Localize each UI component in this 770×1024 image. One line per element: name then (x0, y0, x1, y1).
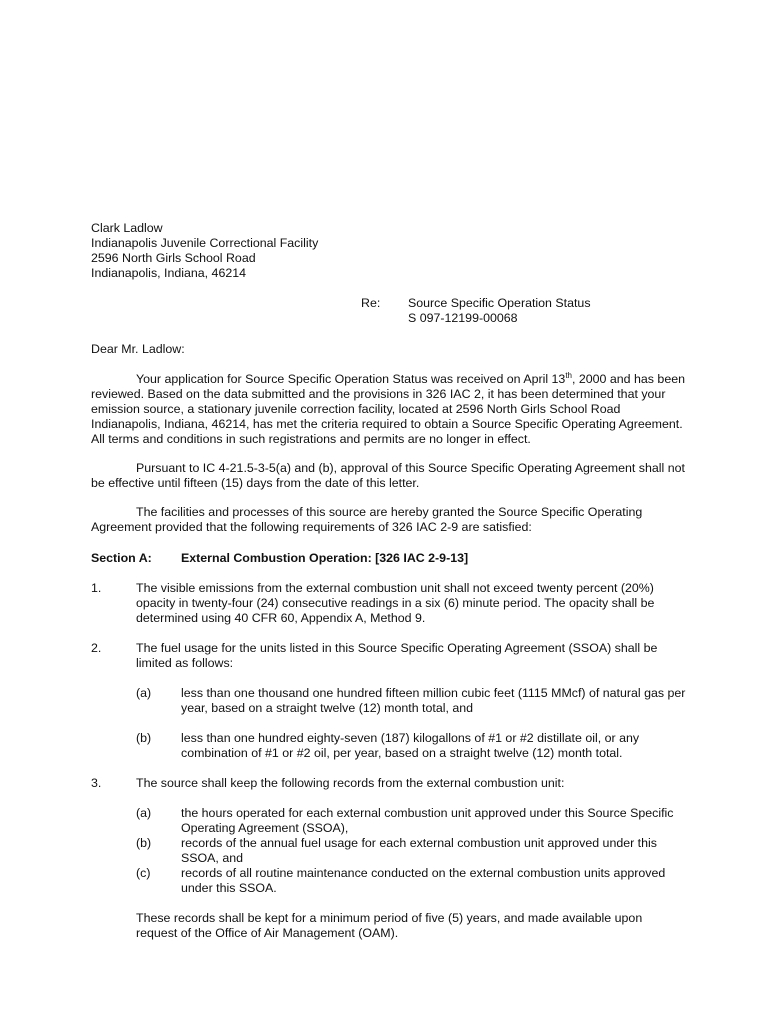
sub-item-line: combination of #1 or #2 oil, per year, based on a straight twelve (12) month total. (181, 746, 623, 760)
section-id: Section A: (91, 551, 152, 565)
sub-item-line: records of all routine maintenance conducted on the external combustion units approved (181, 866, 666, 880)
item-line: limited as follows: (136, 656, 234, 670)
item-line: The source shall keep the following records from the external combustion unit: (136, 776, 565, 790)
sub-item-2b (136, 731, 639, 761)
paragraph-line: request of the Office of Air Management (OAM). (136, 926, 399, 940)
sub-item-line: under this SSOA. (181, 881, 277, 895)
recipient-organization: Indianapolis Juvenile Correctional Facility (91, 236, 319, 250)
item-line: The visible emissions from the external combustion unit shall not exceed twenty percent (20%) (136, 581, 654, 595)
re-reference-number: S 097-12199-00068 (408, 311, 518, 325)
sub-item-letter: (b) (136, 731, 152, 745)
sub-item-3b (136, 836, 657, 866)
recipient-street: 2596 North Girls School Road (91, 251, 256, 265)
paragraph-line: Agreement provided that the following requirements of 326 IAC 2-9 are satisfied: (91, 520, 532, 534)
paragraph-pursuant (91, 461, 701, 491)
sub-item-line: the hours operated for each external combustion unit approved under this Source Specific (181, 806, 674, 820)
sub-item-line: less than one hundred eighty-seven (187) kilogallons of #1 or #2 distillate oil, or any (181, 731, 640, 745)
section-a-heading (91, 551, 468, 566)
re-subject: Source Specific Operation Status (408, 296, 591, 310)
recipient-city: Indianapolis, Indiana, 46214 (91, 266, 247, 280)
sub-item-letter: (a) (136, 806, 152, 820)
sub-item-line: year, based on a straight twelve (12) month total, and (181, 701, 474, 715)
item-line: determined using 40 CFR 60, Appendix A, Method 9. (136, 611, 426, 625)
item-line: The fuel usage for the units listed in this Source Specific Operating Agreement (SSOA) shall be (136, 641, 658, 655)
re-block (361, 296, 591, 326)
sub-item-letter: (a) (136, 686, 152, 700)
sub-item-letter: (c) (136, 866, 151, 880)
records-closing-paragraph (136, 911, 706, 941)
sub-item-line: SSOA, and (181, 851, 243, 865)
sub-item-line: less than one thousand one hundred fifteen million cubic feet (1115 MMcf) of natural gas per (181, 686, 686, 700)
sub-item-letter: (b) (136, 836, 152, 850)
paragraph-line: All terms and conditions in such registrations and permits are no longer in effect. (91, 432, 531, 446)
paragraph-application (91, 372, 701, 447)
item-number: 3. (91, 776, 102, 790)
paragraph-facilities (91, 505, 701, 535)
paragraph-line: Indianapolis, Indiana, 46214, has met the criteria required to obtain a Source Specific Operating Agreement. (91, 417, 683, 431)
sub-item-3a (136, 806, 673, 836)
recipient-address (91, 221, 318, 281)
paragraph-line: Your application for Source Specific Operation Status was received on April 13th, 2000 and has been (136, 371, 685, 386)
paragraph-line: The facilities and processes of this source are hereby granted the Source Specific Operating (136, 505, 643, 519)
re-label: Re: (361, 296, 381, 310)
section-title: External Combustion Operation: [326 IAC 2-9-13] (181, 551, 469, 565)
paragraph-line: These records shall be kept for a minimum period of five (5) years, and made available upon (136, 911, 643, 925)
paragraph-line: reviewed. Based on the data submitted and the provisions in 326 IAC 2, it has been determined that your (91, 387, 666, 401)
item-number: 1. (91, 581, 102, 595)
paragraph-line: be effective until fifteen (15) days from the date of this letter. (91, 476, 420, 490)
item-line: opacity in twenty-four (24) consecutive readings in a six (6) minute period. The opacity shall be (136, 596, 655, 610)
sub-item-line: records of the annual fuel usage for each external combustion unit approved under this (181, 836, 657, 850)
item-number: 2. (91, 641, 102, 655)
sub-item-2a (136, 686, 685, 716)
paragraph-line: Pursuant to IC 4-21.5-3-5(a) and (b), approval of this Source Specific Operating Agreement shall not (136, 461, 685, 475)
list-item-3 (91, 776, 564, 791)
list-item-2 (91, 641, 657, 671)
sub-item-3c (136, 866, 665, 896)
paragraph-line: emission source, a stationary juvenile correction facility, located at 2596 North Girls School Road (91, 402, 621, 416)
salutation: Dear Mr. Ladlow: (91, 342, 185, 356)
sub-item-line: Operating Agreement (SSOA), (181, 821, 349, 835)
list-item-1 (91, 581, 654, 626)
recipient-name: Clark Ladlow (91, 221, 163, 235)
